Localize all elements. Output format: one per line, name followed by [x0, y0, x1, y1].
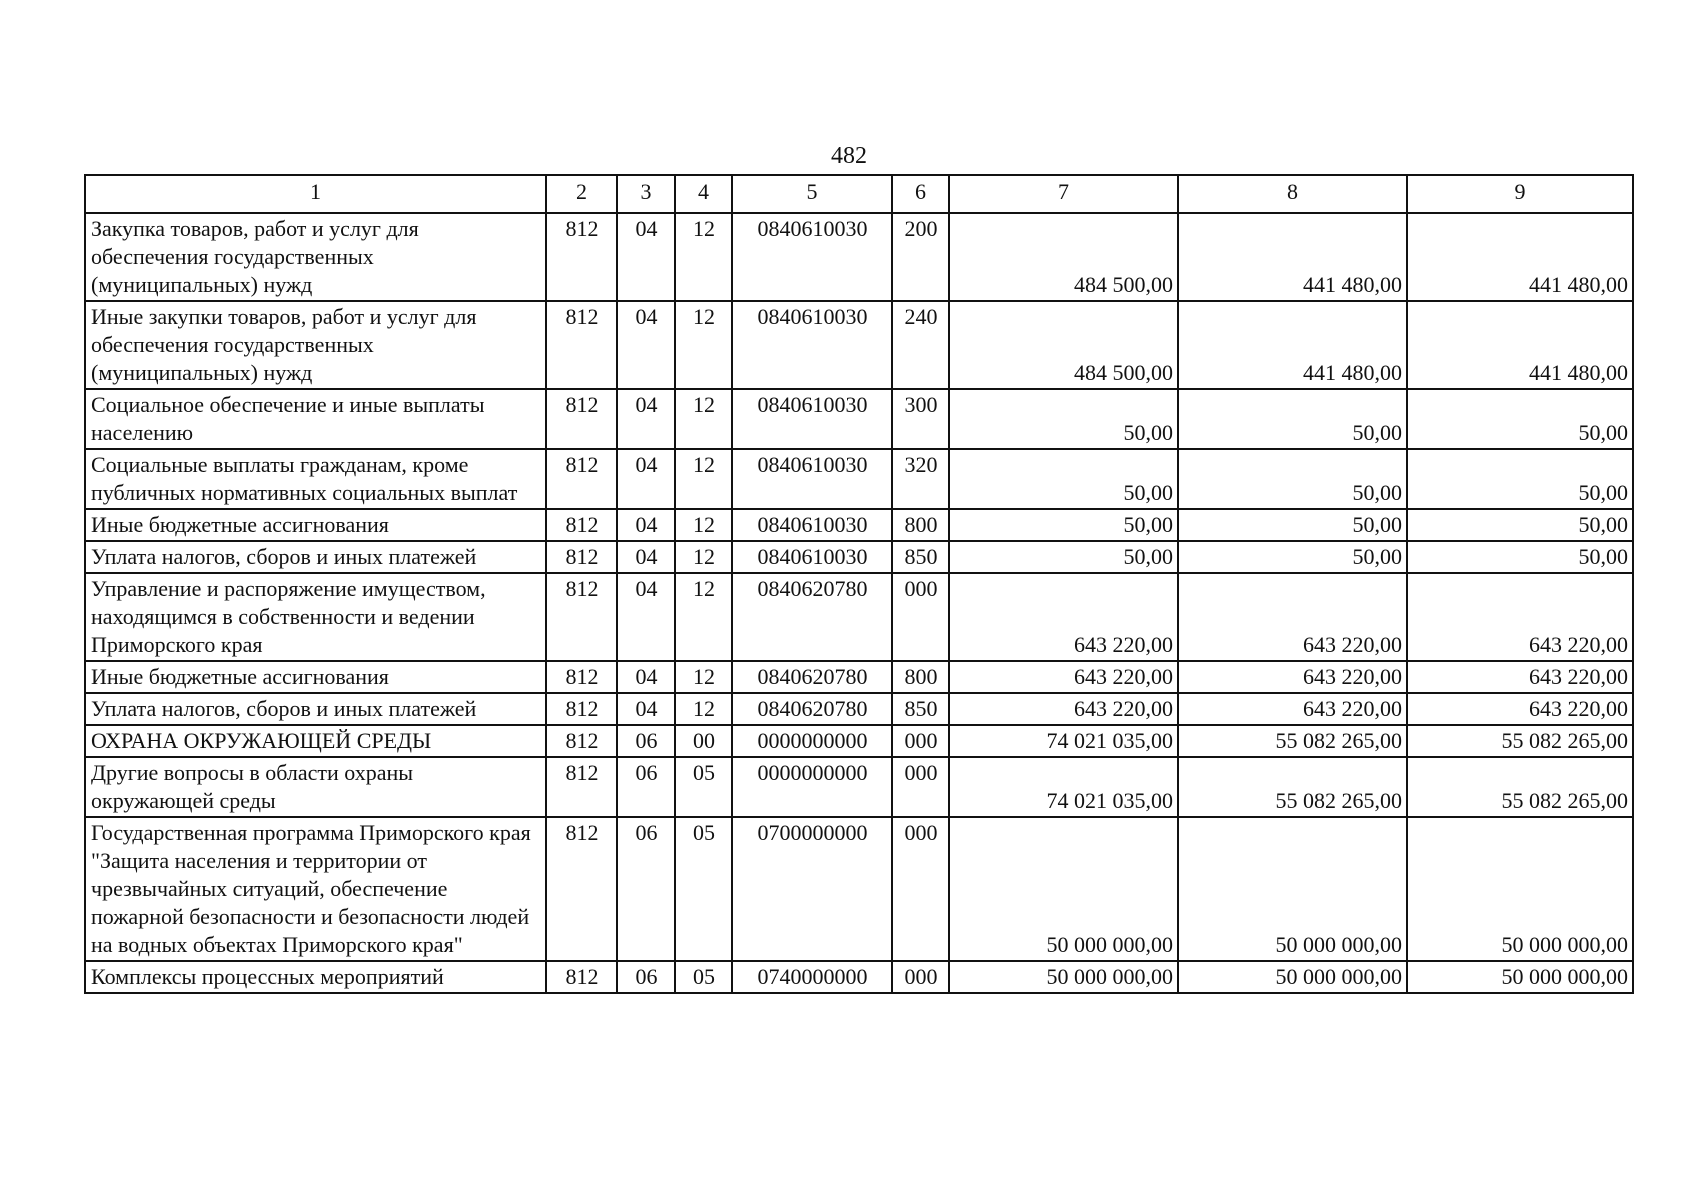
target-article-cell: 0840620780 — [732, 661, 892, 693]
amount-year3-cell: 643 220,00 — [1407, 693, 1633, 725]
target-article-cell: 0840610030 — [732, 213, 892, 301]
subsection-code-cell: 12 — [675, 661, 732, 693]
amount-year3-cell: 50,00 — [1407, 389, 1633, 449]
amount-year2-cell: 50,00 — [1178, 449, 1407, 509]
section-code-cell: 04 — [617, 449, 675, 509]
item-name-cell: Уплата налогов, сборов и иных платежей — [85, 541, 546, 573]
expense-type-cell: 000 — [892, 961, 949, 993]
section-code-cell: 04 — [617, 661, 675, 693]
table-row — [85, 389, 1633, 449]
amount-year1-cell: 74 021 035,00 — [949, 725, 1178, 757]
subsection-code-cell: 05 — [675, 757, 732, 817]
amount-year1-cell: 50,00 — [949, 541, 1178, 573]
amount-year3-cell: 50,00 — [1407, 449, 1633, 509]
item-name-cell: Закупка товаров, работ и услуг для обеспечения государственных (муниципальных) нужд — [85, 213, 546, 301]
amount-year1-cell: 643 220,00 — [949, 661, 1178, 693]
department-code-cell: 812 — [546, 573, 617, 661]
column-header: 1 — [85, 175, 546, 213]
table-row — [85, 573, 1633, 661]
table-row — [85, 213, 1633, 301]
column-header: 2 — [546, 175, 617, 213]
target-article-cell: 0840610030 — [732, 389, 892, 449]
item-name-cell: Управление и распоряжение имуществом, находящимся в собственности и ведении Приморского края — [85, 573, 546, 661]
amount-year2-cell: 643 220,00 — [1178, 573, 1407, 661]
amount-year3-cell: 50,00 — [1407, 509, 1633, 541]
amount-year2-cell: 55 082 265,00 — [1178, 725, 1407, 757]
subsection-code-cell: 12 — [675, 301, 732, 389]
table-row — [85, 757, 1633, 817]
target-article-cell: 0700000000 — [732, 817, 892, 961]
amount-year2-cell: 50,00 — [1178, 509, 1407, 541]
amount-year3-cell: 441 480,00 — [1407, 301, 1633, 389]
department-code-cell: 812 — [546, 757, 617, 817]
department-code-cell: 812 — [546, 661, 617, 693]
item-name-cell: Государственная программа Приморского края "Защита населения и территории от чрезвычайных ситуаций, обеспечение пожарной безопасности и безопасности людей на водных объектах Приморского края" — [85, 817, 546, 961]
amount-year1-cell: 74 021 035,00 — [949, 757, 1178, 817]
department-code-cell: 812 — [546, 725, 617, 757]
table-row — [85, 817, 1633, 961]
expense-type-cell: 320 — [892, 449, 949, 509]
amount-year3-cell: 50,00 — [1407, 541, 1633, 573]
amount-year3-cell: 50 000 000,00 — [1407, 961, 1633, 993]
target-article-cell: 0740000000 — [732, 961, 892, 993]
column-number-row — [85, 175, 1633, 213]
department-code-cell: 812 — [546, 817, 617, 961]
table-row — [85, 541, 1633, 573]
amount-year3-cell: 643 220,00 — [1407, 573, 1633, 661]
amount-year2-cell: 441 480,00 — [1178, 213, 1407, 301]
section-code-cell: 04 — [617, 301, 675, 389]
subsection-code-cell: 12 — [675, 509, 732, 541]
section-code-cell: 04 — [617, 509, 675, 541]
expense-type-cell: 000 — [892, 757, 949, 817]
amount-year1-cell: 484 500,00 — [949, 213, 1178, 301]
department-code-cell: 812 — [546, 301, 617, 389]
target-article-cell: 0840610030 — [732, 509, 892, 541]
amount-year1-cell: 50,00 — [949, 449, 1178, 509]
expense-type-cell: 000 — [892, 725, 949, 757]
department-code-cell: 812 — [546, 213, 617, 301]
item-name-cell: Иные закупки товаров, работ и услуг для обеспечения государственных (муниципальных) нужд — [85, 301, 546, 389]
expense-type-cell: 300 — [892, 389, 949, 449]
amount-year2-cell: 50,00 — [1178, 541, 1407, 573]
amount-year3-cell: 55 082 265,00 — [1407, 757, 1633, 817]
expense-type-cell: 000 — [892, 817, 949, 961]
amount-year1-cell: 50 000 000,00 — [949, 961, 1178, 993]
section-code-cell: 06 — [617, 757, 675, 817]
target-article-cell: 0840610030 — [732, 541, 892, 573]
column-header: 5 — [732, 175, 892, 213]
column-header: 3 — [617, 175, 675, 213]
table-row — [85, 661, 1633, 693]
department-code-cell: 812 — [546, 449, 617, 509]
section-code-cell: 04 — [617, 693, 675, 725]
amount-year1-cell: 643 220,00 — [949, 573, 1178, 661]
expense-type-cell: 000 — [892, 573, 949, 661]
column-header: 6 — [892, 175, 949, 213]
amount-year2-cell: 643 220,00 — [1178, 661, 1407, 693]
item-name-cell: Комплексы процессных мероприятий — [85, 961, 546, 993]
subsection-code-cell: 12 — [675, 693, 732, 725]
expense-type-cell: 800 — [892, 661, 949, 693]
subsection-code-cell: 12 — [675, 541, 732, 573]
table-row — [85, 961, 1633, 993]
department-code-cell: 812 — [546, 389, 617, 449]
expense-type-cell: 850 — [892, 693, 949, 725]
target-article-cell: 0840620780 — [732, 573, 892, 661]
target-article-cell: 0000000000 — [732, 725, 892, 757]
target-article-cell: 0840610030 — [732, 449, 892, 509]
expense-type-cell: 200 — [892, 213, 949, 301]
subsection-code-cell: 05 — [675, 817, 732, 961]
amount-year1-cell: 50 000 000,00 — [949, 817, 1178, 961]
item-name-cell: Другие вопросы в области охраны окружающей среды — [85, 757, 546, 817]
subsection-code-cell: 12 — [675, 449, 732, 509]
page-number: 482 — [831, 143, 867, 169]
section-code-cell: 04 — [617, 213, 675, 301]
column-header: 9 — [1407, 175, 1633, 213]
table-row — [85, 509, 1633, 541]
item-name-cell: ОХРАНА ОКРУЖАЮЩЕЙ СРЕДЫ — [85, 725, 546, 757]
section-code-cell: 04 — [617, 541, 675, 573]
department-code-cell: 812 — [546, 541, 617, 573]
item-name-cell: Иные бюджетные ассигнования — [85, 509, 546, 541]
section-code-cell: 04 — [617, 389, 675, 449]
column-header: 4 — [675, 175, 732, 213]
subsection-code-cell: 05 — [675, 961, 732, 993]
subsection-code-cell: 12 — [675, 213, 732, 301]
budget-table — [84, 174, 1634, 994]
subsection-code-cell: 12 — [675, 573, 732, 661]
amount-year1-cell: 484 500,00 — [949, 301, 1178, 389]
amount-year3-cell: 441 480,00 — [1407, 213, 1633, 301]
department-code-cell: 812 — [546, 509, 617, 541]
column-header: 7 — [949, 175, 1178, 213]
subsection-code-cell: 12 — [675, 389, 732, 449]
table-row — [85, 449, 1633, 509]
section-code-cell: 06 — [617, 725, 675, 757]
amount-year2-cell: 50 000 000,00 — [1178, 961, 1407, 993]
amount-year3-cell: 55 082 265,00 — [1407, 725, 1633, 757]
item-name-cell: Социальные выплаты гражданам, кроме публичных нормативных социальных выплат — [85, 449, 546, 509]
table-row — [85, 693, 1633, 725]
amount-year2-cell: 50 000 000,00 — [1178, 817, 1407, 961]
item-name-cell: Уплата налогов, сборов и иных платежей — [85, 693, 546, 725]
column-header: 8 — [1178, 175, 1407, 213]
amount-year3-cell: 50 000 000,00 — [1407, 817, 1633, 961]
amount-year3-cell: 643 220,00 — [1407, 661, 1633, 693]
amount-year2-cell: 55 082 265,00 — [1178, 757, 1407, 817]
section-code-cell: 06 — [617, 817, 675, 961]
table-row — [85, 725, 1633, 757]
section-code-cell: 04 — [617, 573, 675, 661]
expense-type-cell: 850 — [892, 541, 949, 573]
department-code-cell: 812 — [546, 693, 617, 725]
target-article-cell: 0840620780 — [732, 693, 892, 725]
department-code-cell: 812 — [546, 961, 617, 993]
target-article-cell: 0840610030 — [732, 301, 892, 389]
target-article-cell: 0000000000 — [732, 757, 892, 817]
amount-year2-cell: 643 220,00 — [1178, 693, 1407, 725]
section-code-cell: 06 — [617, 961, 675, 993]
table-row — [85, 301, 1633, 389]
amount-year1-cell: 50,00 — [949, 509, 1178, 541]
table-body — [85, 175, 1633, 993]
expense-type-cell: 800 — [892, 509, 949, 541]
subsection-code-cell: 00 — [675, 725, 732, 757]
expense-type-cell: 240 — [892, 301, 949, 389]
item-name-cell: Социальное обеспечение и иные выплаты населению — [85, 389, 546, 449]
item-name-cell: Иные бюджетные ассигнования — [85, 661, 546, 693]
amount-year2-cell: 441 480,00 — [1178, 301, 1407, 389]
amount-year2-cell: 50,00 — [1178, 389, 1407, 449]
amount-year1-cell: 643 220,00 — [949, 693, 1178, 725]
amount-year1-cell: 50,00 — [949, 389, 1178, 449]
